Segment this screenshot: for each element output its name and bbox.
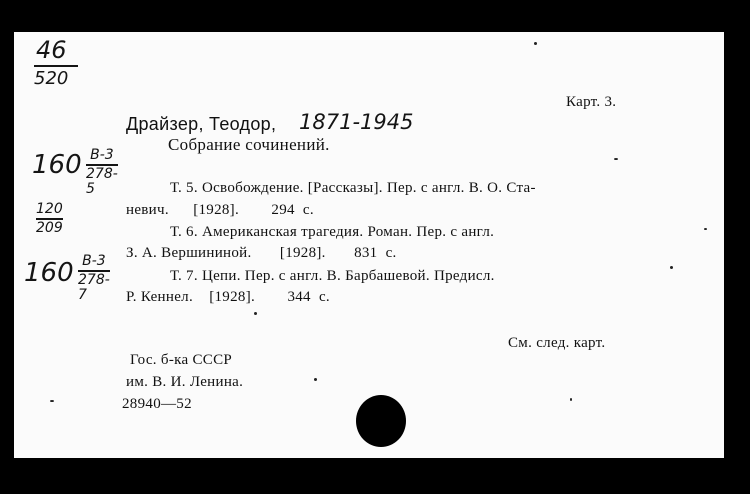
library-line: им. В. И. Ленина. bbox=[126, 374, 244, 390]
entry-line: Т. 7. Цепи. Пер. с англ. В. Барбашевой. Предисл. bbox=[170, 268, 495, 284]
dust-speck bbox=[614, 158, 618, 160]
dust-speck bbox=[704, 228, 707, 230]
call-mark-numerator: В-3 bbox=[90, 147, 114, 163]
call-mark-numerator: 120 bbox=[36, 201, 63, 217]
dust-speck bbox=[254, 312, 257, 315]
call-mark-prefix: 160 bbox=[32, 150, 82, 180]
shelf-number: 46 bbox=[36, 36, 67, 64]
collection-title: Собрание сочинений. bbox=[168, 135, 330, 154]
shelf-sub-number: 520 bbox=[34, 68, 69, 89]
call-mark-prefix: 160 bbox=[24, 258, 74, 288]
entry-line: Р. Кеннел. [1928]. 344 с. bbox=[126, 289, 330, 305]
see-next-card: См. след. карт. bbox=[508, 335, 606, 351]
entry-line: З. А. Вершининой. [1928]. 831 с. bbox=[126, 245, 397, 261]
dust-speck bbox=[570, 398, 572, 401]
call-mark-denominator: 209 bbox=[36, 219, 63, 236]
call-mark-numerator: В-3 bbox=[82, 253, 106, 269]
entry-line: Т. 6. Американская трагедия. Роман. Пер. с англ. bbox=[170, 224, 495, 240]
author-years: 1871-1945 bbox=[299, 110, 414, 134]
call-mark-denominator: 278-5 bbox=[86, 165, 118, 197]
entry-line: Т. 5. Освобождение. [Рассказы]. Пер. с англ. В. О. Ста- bbox=[170, 180, 536, 196]
library-line: Гос. б-ка СССР bbox=[130, 352, 233, 368]
dust-speck bbox=[670, 266, 673, 269]
card-number: Карт. 3. bbox=[566, 94, 617, 110]
dust-speck bbox=[50, 400, 54, 402]
dust-speck bbox=[534, 42, 537, 45]
call-mark-denominator: 278-7 bbox=[78, 271, 110, 303]
shelf-rule bbox=[34, 65, 78, 67]
library-code: 28940—52 bbox=[122, 396, 192, 412]
catalog-card bbox=[14, 32, 724, 458]
author-name: Драйзер, Теодор, bbox=[126, 114, 277, 134]
entry-line: невич. [1928]. 294 с. bbox=[126, 202, 314, 218]
dust-speck bbox=[314, 378, 317, 381]
punch-hole bbox=[356, 395, 406, 447]
